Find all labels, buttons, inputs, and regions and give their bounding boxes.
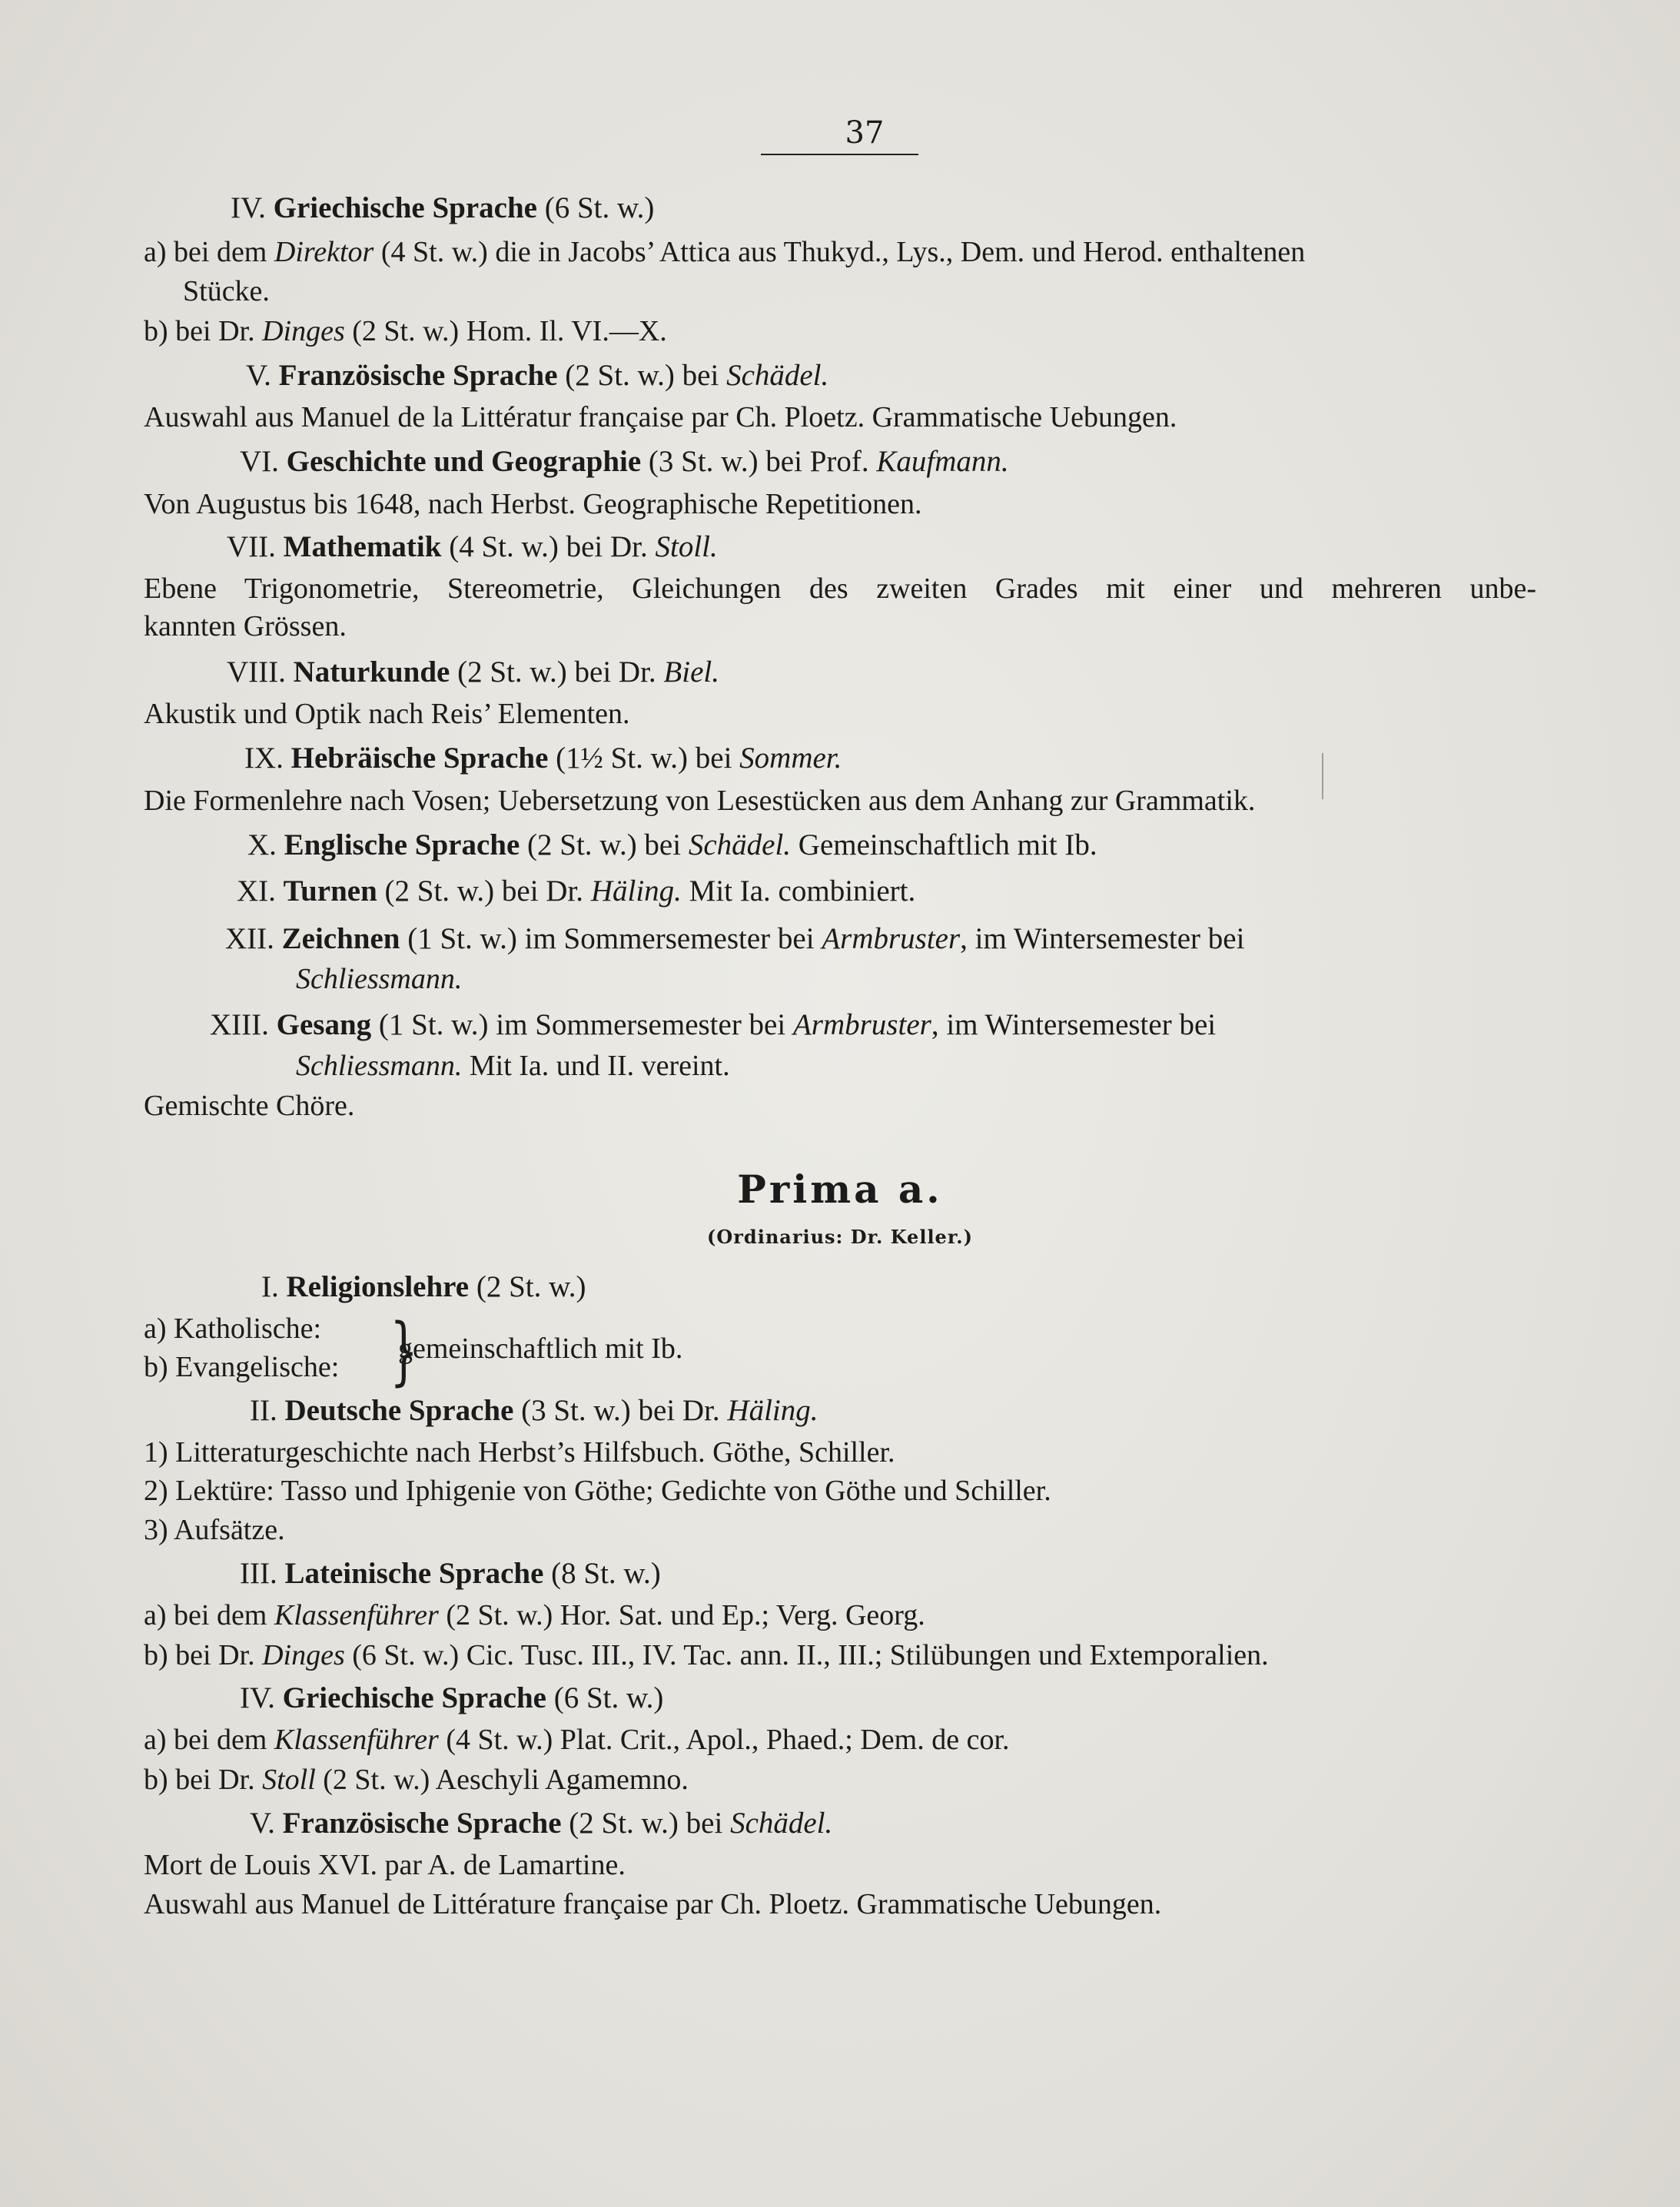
line-deutsch-2: 2) Lektüre: Tasso und Iphigenie von Göthe; Gedichte von Göthe und Schiller. — [144, 1475, 1051, 1507]
line-zeichnen-cont: Schliessmann. — [296, 963, 463, 995]
line-griechisch-lower-a: a) bei dem Klassenführer (4 St. w.) Plat. Crit., Apol., Phaed.; Dem. de cor. — [144, 1724, 1010, 1756]
line-religion-a: a) Katholische: — [144, 1313, 322, 1345]
heading-gesang: XIII. Gesang (1 St. w.) im Sommersemester bei Armbruster, im Wintersemester bei — [210, 1008, 1217, 1041]
line-hebraeisch: Die Formenlehre nach Vosen; Uebersetzung von Lesestücken aus dem Anhang zur Grammatik. — [144, 785, 1256, 817]
line-deutsch-3: 3) Aufsätze. — [144, 1514, 285, 1546]
page-number-rule — [761, 154, 918, 155]
heading-griechisch-lower: IV. Griechische Sprache (6 St. w.) — [240, 1681, 664, 1714]
line-franzoesisch-upper: Auswahl aus Manuel de la Littératur française par Ch. Ploetz. Grammatische Uebungen. — [144, 401, 1177, 433]
line-gesang-cont: Schliessmann. Mit Ia. und II. vereint. — [296, 1050, 730, 1082]
line-mathematik-2: kannten Grössen. — [144, 610, 347, 642]
line-latein-a: a) bei dem Klassenführer (2 St. w.) Hor. Sat. und Ep.; Verg. Georg. — [144, 1599, 925, 1631]
bleed-through-mark — [1322, 753, 1331, 799]
line-mathematik-1: Ebene Trigonometrie, Stereometrie, Gleichungen des zweiten Grades mit einer und mehreren unbe- — [144, 572, 1536, 605]
brace: } — [390, 1308, 418, 1394]
heading-naturkunde: VIII. Naturkunde (2 St. w.) bei Dr. Biel. — [227, 655, 719, 689]
line-griechisch-b: b) bei Dr. Dinges (2 St. w.) Hom. Il. VI.—X. — [144, 315, 667, 347]
heading-englisch: X. Englische Sprache (2 St. w.) bei Schädel. Gemeinschaftlich mit Ib. — [247, 828, 1097, 861]
section-title: Prima a. — [737, 1167, 943, 1212]
section-ordinarius: (Ordinarius: Dr. Keller.) — [707, 1226, 973, 1248]
line-deutsch-1: 1) Litteraturgeschichte nach Herbst’s Hilfsbuch. Göthe, Schiller. — [144, 1436, 895, 1469]
heading-latein: III. Lateinische Sprache (8 St. w.) — [240, 1557, 661, 1590]
line-naturkunde: Akustik und Optik nach Reis’ Elementen. — [144, 698, 630, 730]
line-religion-b: b) Evangelische: — [144, 1351, 340, 1383]
heading-franzoesisch-upper: V. Französische Sprache (2 St. w.) bei Schädel. — [246, 359, 829, 392]
line-geschichte: Von Augustus bis 1648, nach Herbst. Geographische Repetitionen. — [144, 488, 922, 520]
heading-franzoesisch-lower: V. Französische Sprache (2 St. w.) bei Schädel. — [250, 1807, 833, 1840]
heading-zeichnen: XII. Zeichnen (1 St. w.) im Sommersemester bei Armbruster, im Wintersemester bei — [225, 922, 1245, 955]
heading-turnen: XI. Turnen (2 St. w.) bei Dr. Häling. Mit Ia. combiniert. — [237, 875, 916, 908]
line-latein-b: b) bei Dr. Dinges (6 St. w.) Cic. Tusc. III., IV. Tac. ann. II., III.; Stilübungen und Extemporalien. — [144, 1639, 1269, 1671]
line-griechisch-lower-b: b) bei Dr. Stoll (2 St. w.) Aeschyli Agamemno. — [144, 1764, 689, 1796]
heading-mathematik: VII. Mathematik (4 St. w.) bei Dr. Stoll. — [227, 530, 718, 563]
line-religion-shared: gemeinschaftlich mit Ib. — [398, 1332, 683, 1365]
line-gesang-choere: Gemischte Chöre. — [144, 1090, 355, 1122]
heading-hebraeisch: IX. Hebräische Sprache (1½ St. w.) bei Sommer. — [244, 742, 842, 775]
line-franzoesisch-lower-1: Mort de Louis XVI. par A. de Lamartine. — [144, 1849, 626, 1881]
heading-deutsch: II. Deutsche Sprache (3 St. w.) bei Dr. Häling. — [250, 1394, 818, 1427]
heading-religion: I. Religionslehre (2 St. w.) — [261, 1270, 586, 1303]
line-franzoesisch-lower-2: Auswahl aus Manuel de Littérature française par Ch. Ploetz. Grammatische Uebungen. — [144, 1888, 1162, 1920]
heading-geschichte: VI. Geschichte und Geographie (3 St. w.) bei Prof. Kaufmann. — [240, 445, 1009, 478]
line-griechisch-a: a) bei dem Direktor (4 St. w.) die in Jacobs’ Attica aus Thukyd., Lys., Dem. und Herod. enthaltenen — [144, 236, 1306, 268]
page-number: 37 — [845, 115, 885, 151]
heading-griechisch-upper: IV. Griechische Sprache (6 St. w.) — [231, 191, 655, 224]
line-griechisch-a-cont: Stücke. — [183, 275, 270, 307]
